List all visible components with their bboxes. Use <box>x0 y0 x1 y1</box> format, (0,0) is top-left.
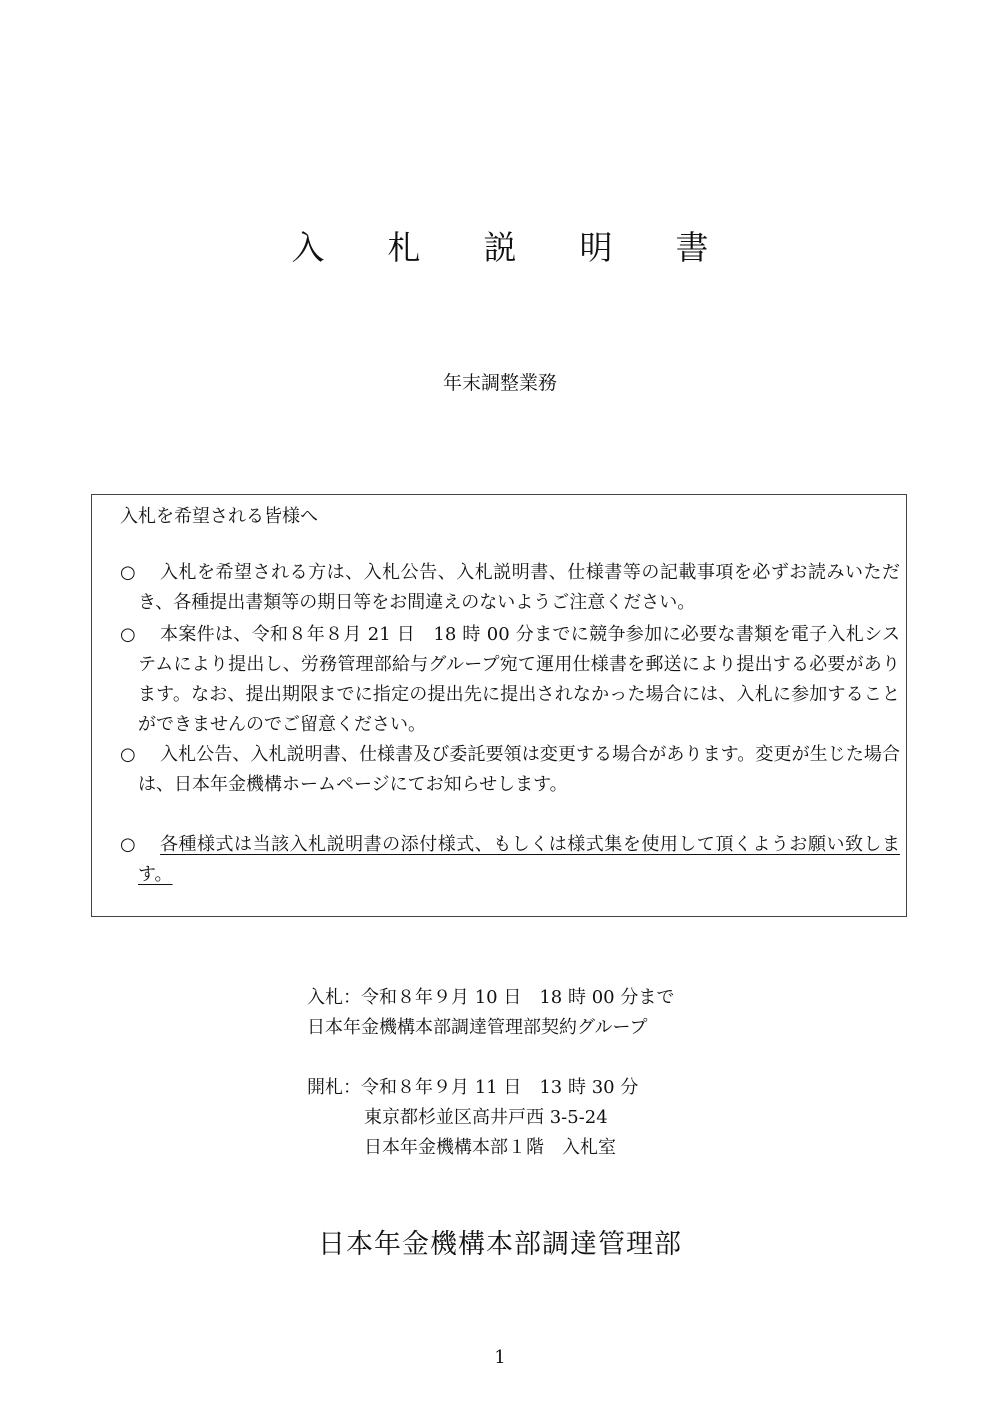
opening-datetime: 開札：令和８年９月 11 日 13 時 30 分 <box>307 1077 639 1098</box>
title-char: 明 <box>579 228 613 267</box>
subject-title: 年末調整業務 <box>442 372 557 394</box>
notice-item-text: 本案件は、令和８年８月 21 日 18 時 00 分までに競争参加に必要な書類を電子入札システムにより提出し、労務管理部給与グループ宛て運用仕様書を郵送により提出する必要があります。なお、提出期限までに指定の提出先に提出されなかった場合には、入札に参加することができませんのでご留意ください。 <box>138 624 900 735</box>
title-char: 書 <box>675 228 709 267</box>
notice-greeting: 入札を希望される皆様へ <box>120 506 318 527</box>
notice-item <box>120 740 900 800</box>
title-char: 入 <box>291 228 325 267</box>
circle-bullet-icon: ○ <box>120 624 136 645</box>
opening-room: 日本年金機構本部１階 入札室 <box>364 1137 616 1158</box>
issuing-organization: 日本年金機構本部調達管理部 <box>318 1229 682 1260</box>
notice-item-text: 入札公告、入札説明書、仕様書及び委託要領は変更する場合があります。変更が生じた場合は、日本年金機構ホームページにてお知らせします。 <box>138 744 900 795</box>
title-char: 札 <box>387 228 421 267</box>
notice-item-text: 入札を希望される方は、入札公告、入札説明書、仕様書等の記載事項を必ずお読みいただき、各種提出書類等の期日等をお間違えのないようご注意ください。 <box>138 562 900 613</box>
notice-item <box>120 620 900 740</box>
opening-address: 東京都杉並区高井戸西 3-5-24 <box>364 1107 608 1128</box>
circle-bullet-icon: ○ <box>120 744 136 765</box>
notice-item-text-underlined: 各種様式は当該入札説明書の添付様式、もしくは様式集を使用して頂くようお願い致します。 <box>138 834 900 885</box>
bid-submission-place: 日本年金機構本部調達管理部契約グループ <box>307 1017 648 1038</box>
page-number: 1 <box>494 1347 506 1368</box>
notice-item <box>120 830 900 890</box>
circle-bullet-icon: ○ <box>120 562 136 583</box>
notice-box <box>91 494 907 917</box>
notice-item <box>120 558 900 618</box>
title-char: 説 <box>483 228 517 267</box>
document-title <box>0 222 1000 269</box>
bid-deadline: 入札：令和８年９月 10 日 18 時 00 分まで <box>307 987 675 1008</box>
circle-bullet-icon: ○ <box>120 834 136 855</box>
